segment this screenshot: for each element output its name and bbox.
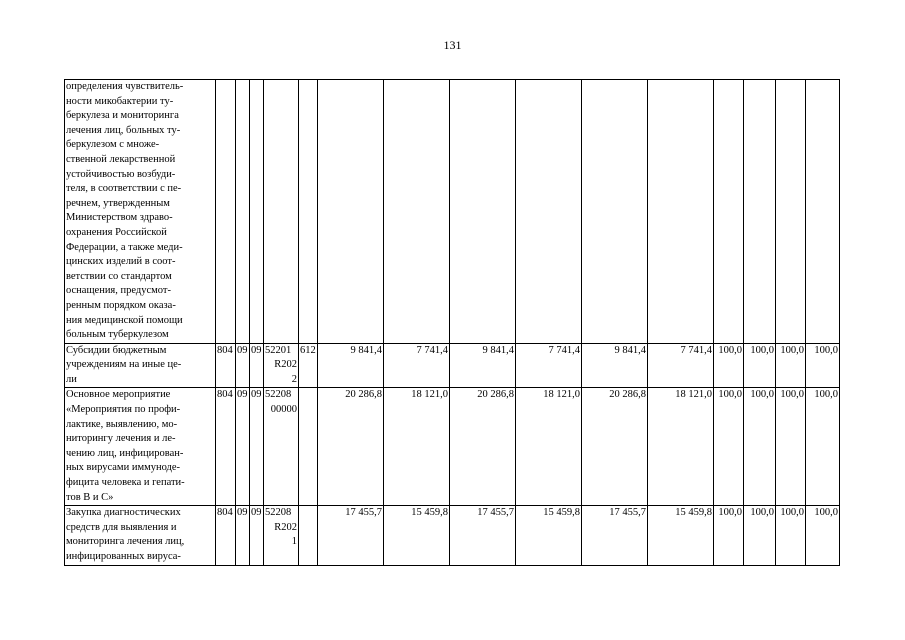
value-3	[450, 80, 516, 344]
percent-4: 100,0	[806, 506, 840, 565]
value-1	[318, 80, 384, 344]
code-part: 52208	[265, 507, 292, 519]
description-line: беркулеза и мониторинга	[66, 110, 179, 122]
percent-2: 100,0	[744, 506, 776, 565]
value-4	[516, 80, 582, 344]
value-6: 18 121,0	[648, 388, 714, 506]
value-6	[648, 80, 714, 344]
percent-4: 100,0	[806, 388, 840, 506]
description-line: учреждениям на иные це-	[66, 359, 182, 371]
percent-1: 100,0	[714, 343, 744, 388]
percent-3: 100,0	[776, 343, 806, 388]
value-5: 17 455,7	[582, 506, 648, 565]
table-row	[65, 80, 840, 344]
table-row	[65, 506, 840, 565]
row-description	[65, 343, 216, 388]
description-line: ния медицинской помощи	[66, 314, 183, 326]
description-line: больным туберкулезом	[66, 329, 169, 341]
value-3: 9 841,4	[450, 343, 516, 388]
code-target	[264, 388, 299, 506]
description-line: цинских изделий в соот-	[66, 256, 176, 268]
description-line: Закупка диагностических	[66, 507, 181, 519]
code-subsection-2: 09	[250, 343, 264, 388]
description-line: инфицированных вируса-	[66, 551, 181, 562]
row-description	[65, 388, 216, 506]
description-line: Федерации, а также меди-	[66, 241, 183, 253]
code-subsection	[236, 80, 250, 344]
value-6: 7 741,4	[648, 343, 714, 388]
percent-2	[744, 80, 776, 344]
code-part: R202	[274, 359, 297, 371]
value-4: 18 121,0	[516, 388, 582, 506]
percent-3: 100,0	[776, 506, 806, 565]
description-line: тов В и С»	[66, 491, 114, 503]
code-part: R202	[274, 521, 297, 533]
row-description	[65, 506, 216, 565]
description-line: ственной лекарственной	[66, 153, 176, 165]
value-4: 15 459,8	[516, 506, 582, 565]
description-line: фицита человека и гепати-	[66, 477, 185, 489]
description-line: лечения лиц, больных ту-	[66, 124, 181, 136]
code-section: 804	[216, 388, 236, 506]
percent-2: 100,0	[744, 388, 776, 506]
row-description	[65, 80, 216, 344]
value-1: 9 841,4	[318, 343, 384, 388]
description-line: лактике, выявлению, мо-	[66, 418, 178, 430]
budget-table	[64, 79, 840, 566]
value-2: 15 459,8	[384, 506, 450, 565]
code-subsection-2	[250, 80, 264, 344]
description-line: Основное мероприятие	[66, 389, 171, 401]
code-target	[264, 506, 299, 565]
description-line: мониторинга лечения лиц,	[66, 536, 185, 548]
description-line: ности микобактерии ту-	[66, 95, 174, 107]
description-line: ниторингу лечения и ле-	[66, 433, 176, 445]
value-5	[582, 80, 648, 344]
value-6: 15 459,8	[648, 506, 714, 565]
code-subsection-2: 09	[250, 506, 264, 565]
description-line: ных вирусами иммуноде-	[66, 462, 181, 474]
percent-3	[776, 80, 806, 344]
code-subsection: 09	[236, 388, 250, 506]
percent-3: 100,0	[776, 388, 806, 506]
value-1: 20 286,8	[318, 388, 384, 506]
value-5: 20 286,8	[582, 388, 648, 506]
code-part: 2	[291, 373, 297, 385]
percent-1: 100,0	[714, 388, 744, 506]
percent-4	[806, 80, 840, 344]
code-subsection: 09	[236, 343, 250, 388]
table-row	[65, 388, 840, 506]
value-2: 18 121,0	[384, 388, 450, 506]
table-row	[65, 343, 840, 388]
code-part: 52208	[265, 389, 292, 401]
value-2: 7 741,4	[384, 343, 450, 388]
value-5: 9 841,4	[582, 343, 648, 388]
code-target	[264, 80, 299, 344]
percent-1: 100,0	[714, 506, 744, 565]
description-line: ренным порядком оказа-	[66, 299, 176, 311]
code-section	[216, 80, 236, 344]
description-line: определения чувствитель-	[66, 81, 184, 92]
code-expense-type	[299, 506, 318, 565]
description-line: беркулезом с множе-	[66, 139, 160, 151]
value-4: 7 741,4	[516, 343, 582, 388]
code-target	[264, 343, 299, 388]
description-line: ветствии со стандартом	[66, 270, 172, 282]
code-section: 804	[216, 343, 236, 388]
code-section: 804	[216, 506, 236, 565]
description-line: средств для выявления и	[66, 521, 177, 533]
code-subsection-2: 09	[250, 388, 264, 506]
description-line: Министерством здраво-	[66, 212, 173, 224]
value-3: 17 455,7	[450, 506, 516, 565]
code-part: 1	[291, 536, 297, 548]
description-line: охранения Российской	[66, 226, 167, 238]
code-expense-type	[299, 80, 318, 344]
value-2	[384, 80, 450, 344]
page-number: 131	[443, 38, 462, 52]
description-line: речнем, утвержденным	[66, 197, 170, 209]
description-line: оснащения, предусмот-	[66, 285, 171, 297]
description-line: устойчивостью возбуди-	[66, 168, 176, 180]
description-line: теля, в соответствии с пе-	[66, 183, 182, 195]
percent-1	[714, 80, 744, 344]
code-expense-type: 612	[299, 343, 318, 388]
code-expense-type	[299, 388, 318, 506]
code-part: 00000	[270, 404, 297, 416]
description-line: Субсидии бюджетным	[66, 344, 167, 356]
code-subsection: 09	[236, 506, 250, 565]
code-part: 52201	[265, 344, 292, 356]
percent-2: 100,0	[744, 343, 776, 388]
percent-4: 100,0	[806, 343, 840, 388]
description-line: ли	[66, 373, 77, 385]
description-line: чению лиц, инфицирован-	[66, 447, 184, 459]
value-3: 20 286,8	[450, 388, 516, 506]
description-line: «Мероприятия по профи-	[66, 404, 181, 416]
value-1: 17 455,7	[318, 506, 384, 565]
